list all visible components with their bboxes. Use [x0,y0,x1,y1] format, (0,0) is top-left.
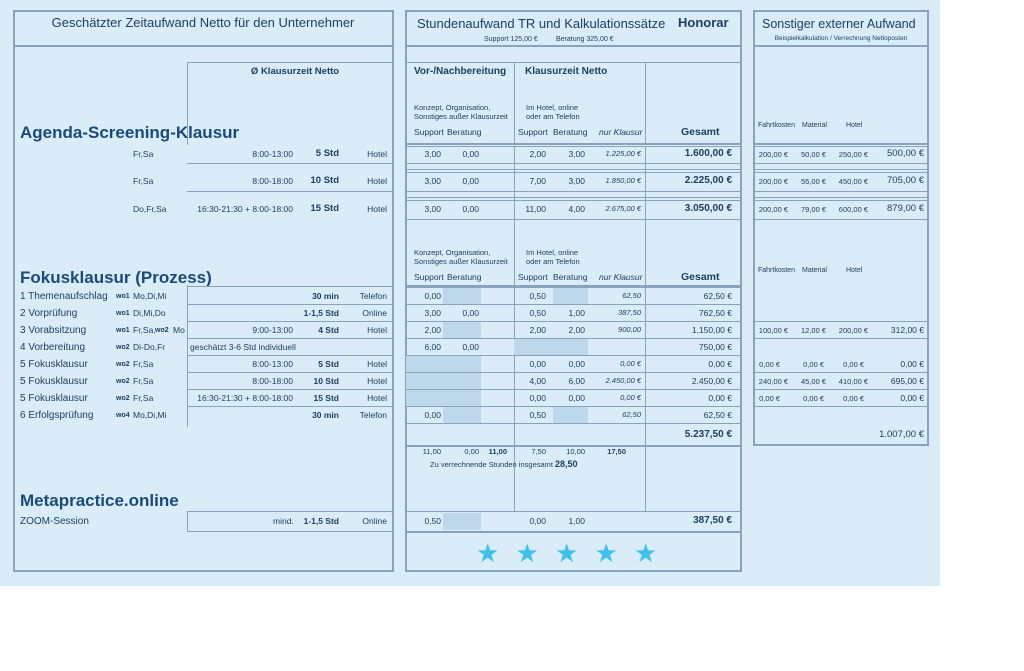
time: 8:00-13:00 [252,149,293,159]
beratung-col-header-2: Beratung [553,127,588,137]
location: Hotel [367,376,387,386]
duration: 5 Std [315,148,339,159]
nur-klausur: 0,00 € [620,359,641,368]
location: Hotel [367,325,387,335]
material: 45,00 € [800,377,826,386]
gesamt: 1.150,00 € [691,325,732,335]
days: Di-Do,Fr [133,342,166,352]
support-2: 7,00 [529,176,546,186]
fahrtkosten: 100,00 € [758,326,788,335]
hours-total-label: Zu verrechnende Stunden insgesamt [430,460,553,469]
nur-klausur: 387,50 [618,308,641,317]
beratung-2: 3,00 [568,176,585,186]
time: geschätzt 3-6 Std individuell [190,342,296,352]
hotel-header: Hotel [846,122,863,129]
support-2: 2,00 [529,325,546,335]
duration: 15 Std [310,203,339,214]
rating-stars [470,540,680,570]
extern-panel-title: Sonstiger externer Aufwand [762,17,916,31]
calc-panel-title: Stundenaufwand TR und Kalkulationssätze [417,16,666,31]
hotel: 0,00 € [843,360,864,369]
extern-total: 1.007,00 € [879,429,924,440]
support-col-header: Support [414,127,444,137]
support-1: 0,50 [424,516,441,526]
hotel-online-label-2: oder am Telefon [526,112,580,121]
location: Hotel [367,393,387,403]
star-icon: ★ [555,538,579,568]
days: Fr,Sa [133,376,154,386]
support-1: 0,00 [424,410,441,420]
support-col-header-2: Support [518,127,548,137]
days: Fr,Sa [133,149,154,159]
extern-sum: 312,00 € [890,325,924,335]
klausurzeit-header: Klausurzeit Netto [525,66,608,77]
konzept-label-fokus: Konzept, Organisation, [414,248,491,257]
material-header-fokus: Material [802,267,827,274]
hours-sum-2: 17,50 [607,447,626,456]
hotel: 410,00 € [838,377,868,386]
gesamt: 3.050,00 € [684,203,732,214]
support-2: 2,00 [529,149,546,159]
time: 8:00-18:00 [252,176,293,186]
week-code: wo4 [116,412,130,419]
support-1: 3,00 [424,176,441,186]
extern-sum: 695,00 € [890,376,924,386]
gesamt: 387,50 € [693,515,732,526]
support-rate: Support 125,00 € [484,36,538,43]
nur-klausur-header-fokus: nur Klausur [599,272,643,282]
time-panel-title: Geschätzter Zeitaufwand Netto für den Unternehmer [51,15,355,30]
week-code: wo1 [116,293,130,300]
beratung-1: 0,00 [462,149,479,159]
gesamt: 750,00 € [698,342,732,352]
material: 55,00 € [800,177,826,186]
support-col-header-f2: Support [518,272,548,282]
hotel: 250,00 € [838,150,868,159]
star-icon: ★ [634,538,658,568]
hours-total: 28,50 [555,459,578,469]
nur-klausur: 0,00 € [620,393,641,402]
location: Telefon [359,291,387,301]
beratung-col-header: Beratung [447,127,482,137]
days: Fr,Sa [133,359,154,369]
week-code: wo1 [116,310,130,317]
week-code: wo2 [116,395,130,402]
time: 16:30-21:30 + 8:00-18:00 [197,204,293,214]
time: 16:30-21:30 + 8:00-18:00 [197,393,293,403]
hotel-online-label: Im Hotel, online [526,103,579,112]
time: 8:00-18:00 [252,376,293,386]
gesamt: 2.225,00 € [684,175,732,186]
days: Fr,Sa [133,176,154,186]
nur-klausur: 62,50 [622,291,641,300]
hotel-header-fokus: Hotel [846,267,863,274]
support-col-header-f1: Support [414,272,444,282]
beratung-2: 6,00 [568,376,585,386]
extern-sum: 500,00 € [887,148,924,159]
location: Online [362,308,387,318]
fokus-section-title: Fokusklausur (Prozess) [20,268,212,287]
hours-support-2: 7,50 [531,447,546,456]
hotel-online-label-fokus: Im Hotel, online [526,248,579,257]
beratung-1: 0,00 [462,342,479,352]
fahrtkosten-header: Fahrtkosten [758,122,795,129]
step-label: 1 Themenaufschlag [20,291,108,302]
gesamt: 762,50 € [698,308,732,318]
honorar-total: 5.237,50 € [684,429,732,440]
beratung-2: 1,00 [568,308,585,318]
fahrtkosten: 200,00 € [758,177,788,186]
nur-klausur: 900,00 [618,325,641,334]
support-1: 3,00 [424,204,441,214]
days: Di,Mi,Do [133,308,166,318]
week-code: wo2 [116,361,130,368]
beratung-rate: Beratung 325,00 € [556,36,614,43]
duration: 5 Std [318,359,339,369]
hotel: 0,00 € [843,394,864,403]
gesamt: 2.450,00 € [691,376,732,386]
support-1: 6,00 [424,342,441,352]
hotel: 450,00 € [838,177,868,186]
gesamt: 0,00 € [708,359,732,369]
nur-klausur: 1.225,00 € [605,149,641,158]
hours-beratung-1: 0,00 [464,447,479,456]
support-2: 4,00 [529,376,546,386]
location: Hotel [367,149,387,159]
vor-nach-header: Vor-/Nachbereitung [414,66,507,77]
location: Hotel [367,176,387,186]
days: Mo,Di,Mi [133,410,167,420]
star-icon: ★ [515,538,539,568]
duration: 30 min [312,410,339,420]
support-2: 11,00 [525,204,546,214]
nur-klausur-header: nur Klausur [599,127,643,137]
hours-support-1: 11,00 [422,447,441,456]
gesamt: 62,50 € [703,291,732,301]
material: 50,00 € [800,150,826,159]
week-code-b: wo2 [155,327,169,334]
beratung-col-header-f1: Beratung [447,272,482,282]
support-2: 0,50 [529,291,546,301]
gesamt-header-fokus: Gesamt [681,271,720,283]
step-label: 6 Erfolgsprüfung [20,410,94,421]
meta-section-title: Metapractice.online [20,491,179,510]
duration: 1-1,5 Std [303,308,339,318]
material: 0,00 € [803,394,824,403]
fahrtkosten: 200,00 € [758,205,788,214]
nur-klausur: 2.450,00 € [605,376,641,385]
duration-prefix: mind. [273,516,294,526]
support-1: 2,00 [424,325,441,335]
location: Hotel [367,359,387,369]
step-label: 4 Vorbereitung [20,342,86,353]
honorar-label: Honorar [678,15,729,30]
step-label: 3 Vorabsitzung [20,325,87,336]
extern-sum: 879,00 € [887,203,924,214]
duration: 10 Std [310,175,339,186]
support-2: 0,50 [529,308,546,318]
location: Online [362,516,387,526]
time: 9:00-13:00 [252,325,293,335]
extern-sum: 705,00 € [887,175,924,186]
step-label: 5 Fokusklausur [20,393,88,404]
fahrtkosten-header-fokus: Fahrtkosten [758,267,795,274]
fahrtkosten: 0,00 € [759,360,780,369]
week-code: wo2 [116,378,130,385]
extern-sum: 0,00 € [900,359,924,369]
beratung-1: 0,00 [462,176,479,186]
week-code: wo2 [116,344,130,351]
step-label: 2 Vorprüfung [20,308,78,319]
location: Hotel [367,204,387,214]
agenda-section-title: Agenda-Screening-Klausur [20,123,240,142]
beratung-2: 2,00 [568,325,585,335]
days: Fr,Sa [133,393,154,403]
support-2: 0,00 [529,516,546,526]
avg-klausurzeit-header: Ø Klausurzeit Netto [250,66,340,77]
days: Mo,Di,Mi [133,291,167,301]
konzept-label-2: Sonstiges außer Klausurzeit [414,112,508,121]
beratung-2: 4,00 [568,204,585,214]
zoom-label: ZOOM-Session [20,516,89,527]
hours-sum-1: 11,00 [488,447,507,456]
support-2: 0,00 [529,393,546,403]
support-2: 0,50 [529,410,546,420]
gesamt-header: Gesamt [681,126,720,138]
hotel: 200,00 € [838,326,868,335]
nur-klausur: 1.850,00 € [605,176,641,185]
days-b: Mo [173,325,185,335]
beratung-2: 0,00 [568,393,585,403]
support-1: 3,00 [424,149,441,159]
extern-panel-subtitle: Beispielkalkulation / Verrechnung Nettoposten [774,35,908,42]
star-icon: ★ [476,538,500,568]
beratung-1: 0,00 [462,204,479,214]
extern-sum: 0,00 € [900,393,924,403]
beratung-2: 0,00 [568,359,585,369]
days: Do,Fr,Sa [133,204,167,214]
material: 0,00 € [803,360,824,369]
fahrtkosten: 200,00 € [758,150,788,159]
duration: 30 min [312,291,339,301]
nur-klausur: 2.675,00 € [605,204,641,213]
nur-klausur: 62,50 [622,410,641,419]
duration: 15 Std [313,393,339,403]
konzept-label: Konzept, Organisation, [414,103,491,112]
step-label: 5 Fokusklausur [20,376,88,387]
step-label: 5 Fokusklausur [20,359,88,370]
duration: 10 Std [313,376,339,386]
beratung-2: 1,00 [568,516,585,526]
konzept-label-fokus-2: Sonstiges außer Klausurzeit [414,257,508,266]
star-icon: ★ [594,538,618,568]
material: 79,00 € [800,205,826,214]
duration: 1-1,5 Std [303,516,339,526]
days: Fr,Sa, [133,325,156,335]
hotel-online-label-fokus-2: oder am Telefon [526,257,580,266]
support-1: 0,00 [424,291,441,301]
time: 8:00-13:00 [252,359,293,369]
hours-beratung-2: 10,00 [566,447,585,456]
gesamt: 0,00 € [708,393,732,403]
duration: 4 Std [318,325,339,335]
beratung-2: 3,00 [568,149,585,159]
hotel: 600,00 € [838,205,868,214]
gesamt: 62,50 € [703,410,732,420]
fahrtkosten: 0,00 € [759,394,780,403]
beratung-1: 0,00 [462,308,479,318]
beratung-col-header-f2: Beratung [553,272,588,282]
support-2: 0,00 [529,359,546,369]
material: 12,00 € [800,326,826,335]
week-code: wo1 [116,327,130,334]
support-1: 3,00 [424,308,441,318]
gesamt: 1.600,00 € [684,148,732,159]
location: Telefon [359,410,387,420]
material-header: Material [802,122,827,129]
fahrtkosten: 240,00 € [758,377,788,386]
